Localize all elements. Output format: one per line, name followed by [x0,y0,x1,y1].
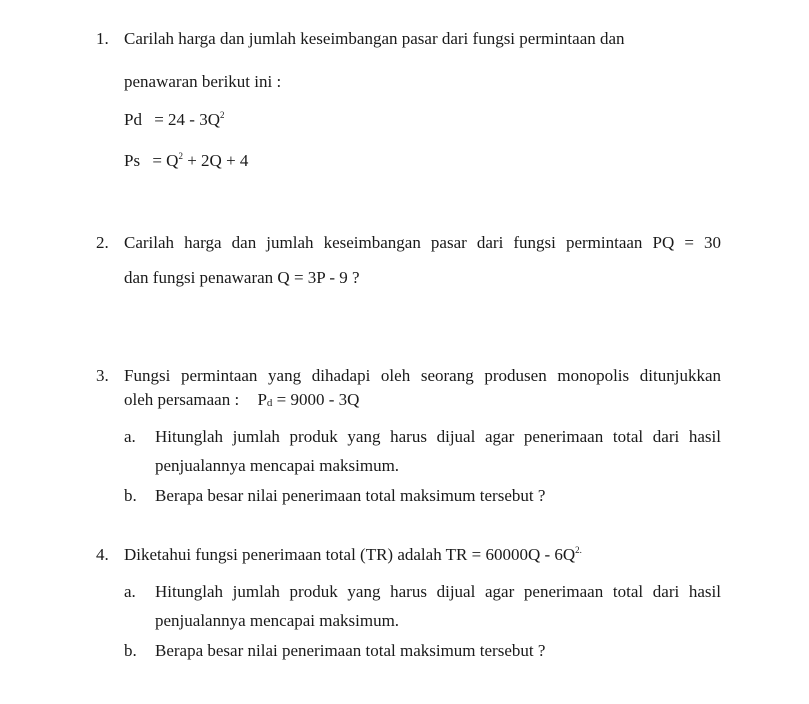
q4-line1-exponent: 2. [575,545,582,555]
ps-expression: = Q [152,151,179,170]
q3-eq-p: P [257,390,267,409]
q3-a-label: a. [124,427,136,446]
q4-b-text: Berapa besar nilai penerimaan total maksimum tersebut ? [155,641,546,660]
q2-text-line2: dan fungsi penawaran Q = 3P - 9 ? [124,268,360,287]
ps-exponent: 2 [178,151,183,161]
q3-b-label: b. [124,486,137,505]
q4-a-label: a. [124,582,136,601]
q3-line2-prefix: oleh persamaan : [124,390,240,409]
q3-b-text: Berapa besar nilai penerimaan total maksimum tersebut ? [155,486,546,505]
q1-text-line1: Carilah harga dan jumlah keseimbangan pasar dari fungsi permintaan dan [124,29,625,48]
q4-a-line2: penjualannya mencapai maksimum. [155,611,400,630]
q1-text-line2: penawaran berikut ini : [124,72,282,91]
pd-expression: = 24 - 3Q [154,110,220,129]
pd-exponent: 2 [220,110,225,120]
q3-eq-rest: = 9000 - 3Q [272,390,360,409]
ps-label: Ps [124,151,141,170]
q3-a-line1: Hitunglah jumlah produk yang harus dijual agar penerimaan total dari hasil [155,427,721,446]
q1-number: 1. [96,29,109,48]
q4-line1-text: Diketahui fungsi penerimaan total (TR) adalah TR = 60000Q - 6Q [124,545,576,564]
q3-a-line2: penjualannya mencapai maksimum. [155,456,400,475]
q4-a-line1: Hitunglah jumlah produk yang harus dijual agar penerimaan total dari hasil [155,582,721,601]
q1-supply-equation [124,151,248,171]
pd-label: Pd [124,110,142,129]
q2-number: 2. [96,233,109,252]
q4-number: 4. [96,545,109,564]
q3-eq-sub: d [266,397,273,409]
q4-b-label: b. [124,641,137,660]
q4-text-line1 [124,545,582,565]
q2-text-line1: Carilah harga dan jumlah keseimbangan pasar dari fungsi permintaan PQ = 30 [124,233,721,252]
q3-text-line1: Fungsi permintaan yang dihadapi oleh seorang produsen monopolis ditunjukkan [124,366,721,385]
q1-demand-equation [124,110,225,130]
ps-expression-rest: + 2Q + 4 [182,151,249,170]
q3-text-line2 [124,390,359,410]
q3-number: 3. [96,366,109,385]
